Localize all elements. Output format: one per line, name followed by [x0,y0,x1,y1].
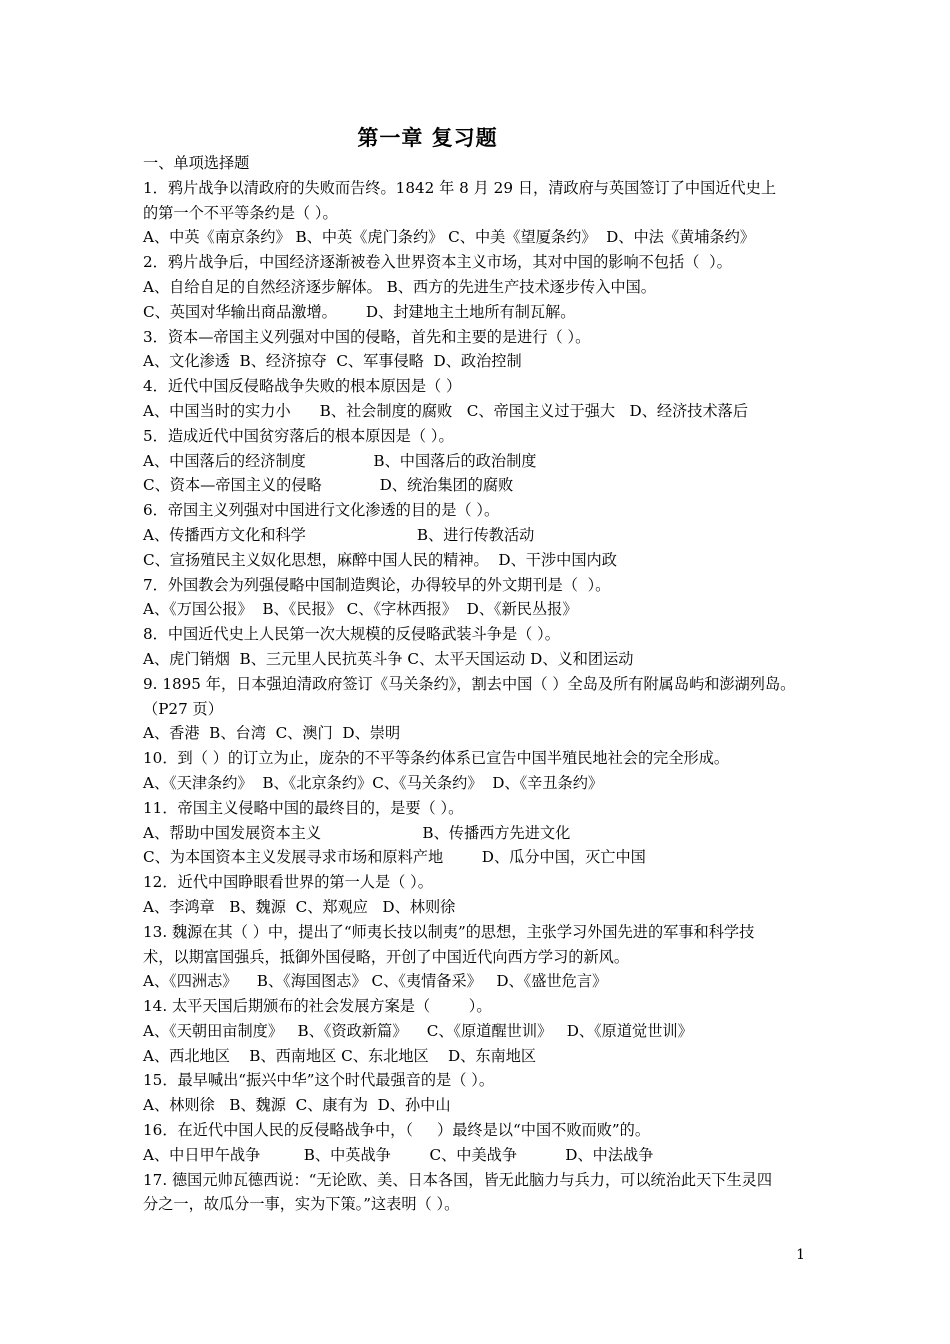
text-line: 9. 1895 年，日本强迫清政府签订《马关条约》，割去中国（ ）全岛及所有附属岛屿和澎湖列岛。 [143,674,796,693]
text-line: 6．帝国主义列强对中国进行文化渗透的目的是（ ）。 [143,501,500,520]
text-line: A、《万国公报》 B、《民报》 C、《字林西报》 D、《新民丛报》 [143,600,578,619]
text-line: A、《天津条约》 B、《北京条约》C、《马关条约》 D、《辛丑条约》 [143,773,604,792]
text-line: 17. 德国元帅瓦德西说：“无论欧、美、日本各国，皆无此脑力与兵力，可以统治此天下生灵四 [143,1170,773,1189]
text-line: A、《天朝田亩制度》 B、《资政新篇》 C、《原道醒世训》 D、《原道觉世训》 [143,1021,693,1040]
text-line: A、中国当时的实力小 B、社会制度的腐败 C、帝国主义过于强大 D、经济技术落后 [143,401,749,420]
text-line: 11．帝国主义侵略中国的最终目的，是要（ ）。 [143,798,464,817]
text-line: A、中英《南京条约》 B、中英《虎门条约》 C、中美《望厦条约》 D、中法《黄埔条约》 [143,228,755,247]
text-line: A、虎门销烟 B、三元里人民抗英斗争 C、太平天国运动 D、义和团运动 [143,649,634,668]
text-line: A、中国落后的经济制度 B、中国落后的政治制度 [143,451,537,470]
text-line: A、《四洲志》 B、《海国图志》 C、《夷情备采》 D、《盛世危言》 [143,972,608,991]
text-line: A、传播西方文化和科学 B、进行传教活动 [143,525,535,544]
text-line: 2．鸦片战争后，中国经济逐渐被卷入世界资本主义市场，其对中国的影响不包括（ ）。 [143,253,732,272]
text-line: 5．造成近代中国贫穷落后的根本原因是（ ）。 [143,426,454,445]
text-line: A、文化渗透 B、经济掠夺 C、军事侵略 D、政治控制 [143,352,522,371]
text-line: 13. 魏源在其（ ）中，提出了“师夷长技以制夷”的思想，主张学习外国先进的军事和科学技 [143,922,755,941]
text-line: 7．外国教会为列强侵略中国制造舆论，办得较早的外文期刊是（ ）。 [143,575,611,594]
text-line: 4．近代中国反侵略战争失败的根本原因是（ ） [143,377,462,396]
text-line: A、中日甲午战争 B、中英战争 C、中美战争 D、中法战争 [143,1145,654,1164]
text-line: A、西北地区 B、西南地区 C、东北地区 D、东南地区 [143,1046,537,1065]
text-line: 15．最早喊出“振兴中华”这个时代最强音的是（ ）。 [143,1071,495,1090]
text-line: 8．中国近代史上人民第一次大规模的反侵略武装斗争是（ ）。 [143,625,560,644]
text-line: C、资本—帝国主义的侵略 D、统治集团的腐败 [143,476,514,495]
text-line: 1．鸦片战争以清政府的失败而告终。1842 年 8 月 29 日，清政府与英国签订了中国近代史上 [143,178,777,197]
text-line: C、为本国资本主义发展寻求市场和原料产地 D、瓜分中国，灭亡中国 [143,848,646,867]
text-line: 一、单项选择题 [143,154,250,172]
text-line: C、宣扬殖民主义奴化思想，麻醉中国人民的精神。 D、干涉中国内政 [143,550,617,569]
question-list [143,151,833,1217]
text-line: A、李鸿章 B、魏源 C、郑观应 D、林则徐 [143,897,456,916]
text-line: 的第一个不平等条约是（ ）。 [143,203,338,222]
text-line: 16．在近代中国人民的反侵略战争中，（ ）最终是以“中国不败而败”的。 [143,1121,651,1140]
text-line: A、林则徐 B、魏源 C、康有为 D、孙中山 [143,1096,451,1115]
text-line: 分之一，故瓜分一事，实为下策。”这表明（ ）。 [143,1195,460,1214]
text-line: 术，以期富国强兵，抵御外国侵略，开创了中国近代向西方学习的新风。 [143,947,629,966]
page-number: 1 [796,1247,805,1263]
page-title: 第一章 复习题 [357,125,498,150]
text-line: 3．资本—帝国主义列强对中国的侵略，首先和主要的是进行（ ）。 [143,327,591,346]
text-line: A、自给自足的自然经济逐步解体。 B、西方的先进生产技术逐步传入中国。 [143,277,656,296]
text-line: A、帮助中国发展资本主义 B、传播西方先进文化 [143,823,571,842]
text-line: 12．近代中国睁眼看世界的第一人是（ ）。 [143,873,433,892]
text-line: 14. 太平天国后期颁布的社会发展方案是（ ）。 [143,997,492,1016]
text-line: C、英国对华输出商品激增。 D、封建地主土地所有制瓦解。 [143,302,576,321]
text-line: 10．到（ ）的订立为止，庞杂的不平等条约体系已宣告中国半殖民地社会的完全形成。 [143,749,730,768]
text-line: A、香港 B、台湾 C、澳门 D、崇明 [143,724,401,743]
text-line: （P27 页） [143,699,223,718]
